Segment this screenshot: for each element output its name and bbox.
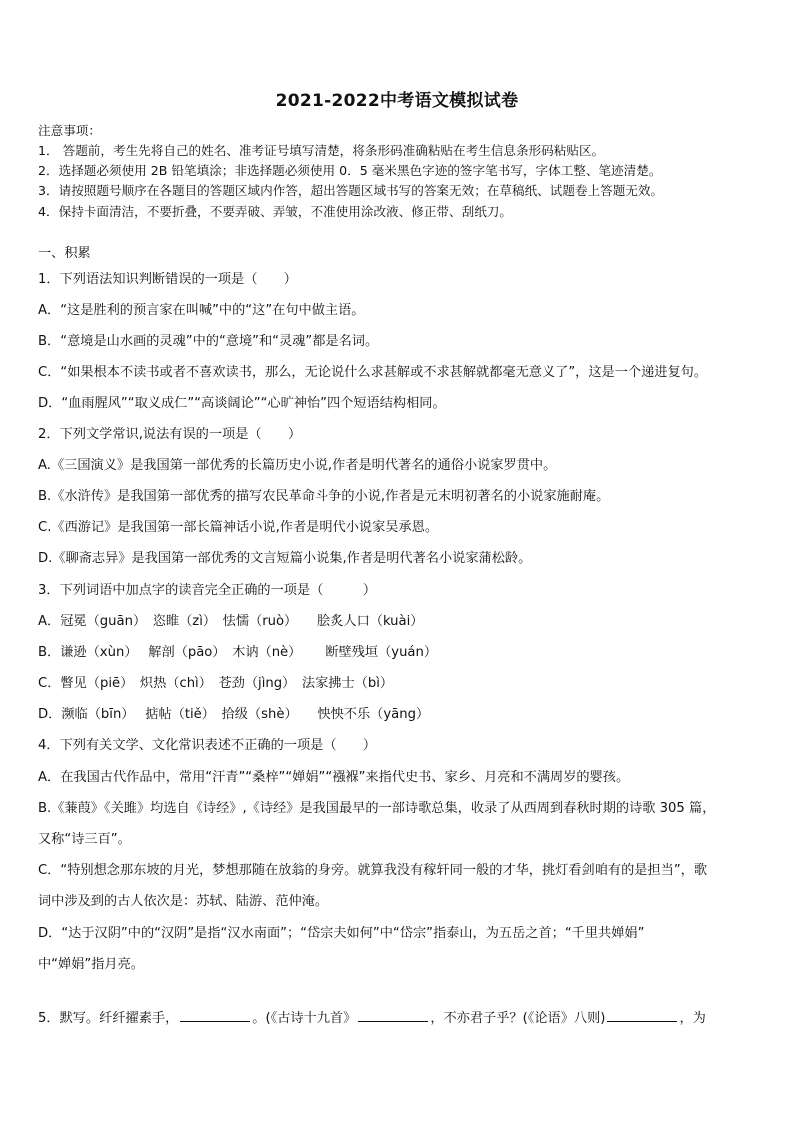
- question-option: D．濒临（bīn） 掂帖（tiě） 拾级（shè） 怏怏不乐（yāng）: [38, 707, 430, 722]
- section-heading: 一、积累: [38, 246, 91, 261]
- notice-item: 2．选择题必须使用 2B 铅笔填涂；非选择题必须使用 0．5 毫米黑色字迹的签字笔书写，字体工整、笔迹清楚。: [38, 163, 662, 178]
- question-option: A．冠冕（guān） 恣睢（zì） 怯懦（ruò） 脍炙人口（kuài）: [38, 614, 424, 629]
- question-option-continuation: 词中涉及到的古人依次是：苏轼、陆游、范仲淹。: [38, 894, 329, 909]
- question-option-continuation: 中“婵娟”指月亮。: [38, 957, 144, 972]
- question-option: A．在我国古代作品中，常用“汗青”“桑梓”“婵娟”“襁褓”来指代史书、家乡、月亮和不满周岁的婴孩。: [38, 770, 630, 785]
- answer-blank[interactable]: [358, 1007, 428, 1022]
- question-5-dictation: [38, 1007, 762, 1029]
- notice-item: 1． 答题前，考生先将自己的姓名、准考证号填写清楚，将条形码准确粘贴在考生信息条形码粘贴区。: [38, 143, 605, 158]
- question-option: D．“血雨腥风”“取义成仁”“高谈阔论”“心旷神怡”四个短语结构相同。: [38, 396, 446, 411]
- question-option: A．“这是胜利的预言家在叫喊”中的“这”在句中做主语。: [38, 303, 365, 318]
- question-option: B.《水浒传》是我国第一部优秀的描写农民革命斗争的小说,作者是元末明初著名的小说家施耐庵。: [38, 489, 610, 504]
- notice-item: 3．请按照题号顺序在各题目的答题区域内作答，超出答题区域书写的答案无效；在草稿纸、试题卷上答题无效。: [38, 183, 664, 198]
- question-option: C.《西游记》是我国第一部长篇神话小说,作者是明代小说家吴承恩。: [38, 520, 439, 535]
- answer-blank[interactable]: [607, 1007, 677, 1022]
- question-stem: 2．下列文学常识,说法有误的一项是（ ）: [38, 427, 302, 442]
- question-option: C．“特别想念那东坡的月光，梦想那随在放翁的身旁。就算我没有稼轩同一般的才华，挑灯看剑咱有的是担当”，歌: [38, 863, 708, 878]
- question-option: C．瞥见（piē） 炽热（chì） 苍劲（jìng） 法家拂士（bì）: [38, 676, 394, 691]
- question-stem: 4．下列有关文学、文化常识表述不正确的一项是（ ）: [38, 738, 377, 753]
- question-option: C．“如果根本不读书或者不喜欢读书，那么，无论说什么求甚解或不求甚解就都毫无意义了”，这是一个递进复句。: [38, 365, 708, 380]
- notice-heading: 注意事项：: [38, 123, 101, 138]
- question-option: B．“意境是山水画的灵魂”中的“意境”和“灵魂”都是名词。: [38, 334, 379, 349]
- dictation-text: 5．默写。纤纤擢素手，: [38, 1011, 179, 1026]
- question-option: B.《蒹葭》《关雎》均选自《诗经》,《诗经》是我国最早的一部诗歌总集，收录了从西周到春秋时期的诗歌 305 篇，: [38, 801, 716, 816]
- exam-title: 2021-2022中考语文模拟试卷: [275, 91, 519, 111]
- question-option: B．谦逊（xùn） 解剖（pāo） 木讷（nè） 断壁残垣（yuán）: [38, 645, 438, 660]
- question-option: D．“达于汉阴”中的“汉阴”是指“汉水南面”；“岱宗夫如何”中“岱宗”指泰山，为五岳之首；“千里共婵娟”: [38, 926, 645, 941]
- answer-blank[interactable]: [180, 1007, 250, 1022]
- question-option: D.《聊斋志异》是我国第一部优秀的文言短篇小说集,作者是明代著名小说家蒲松龄。: [38, 551, 532, 566]
- question-option-continuation: 又称“诗三百”。: [38, 832, 131, 847]
- question-stem: 1．下列语法知识判断错误的一项是（ ）: [38, 272, 297, 287]
- dictation-text: ，为: [679, 1011, 706, 1026]
- dictation-text: 。(《古诗十九首》: [252, 1011, 357, 1026]
- question-option: A.《三国演义》是我国第一部优秀的长篇历史小说,作者是明代著名的通俗小说家罗贯中。: [38, 458, 557, 473]
- question-stem: 3．下列词语中加点字的读音完全正确的一项是（ ）: [38, 583, 377, 598]
- dictation-text: ，不亦君子乎？(《论语》八则): [430, 1011, 606, 1026]
- notice-item: 4．保持卡面清洁，不要折叠，不要弄破、弄皱，不准使用涂改液、修正带、刮纸刀。: [38, 204, 512, 219]
